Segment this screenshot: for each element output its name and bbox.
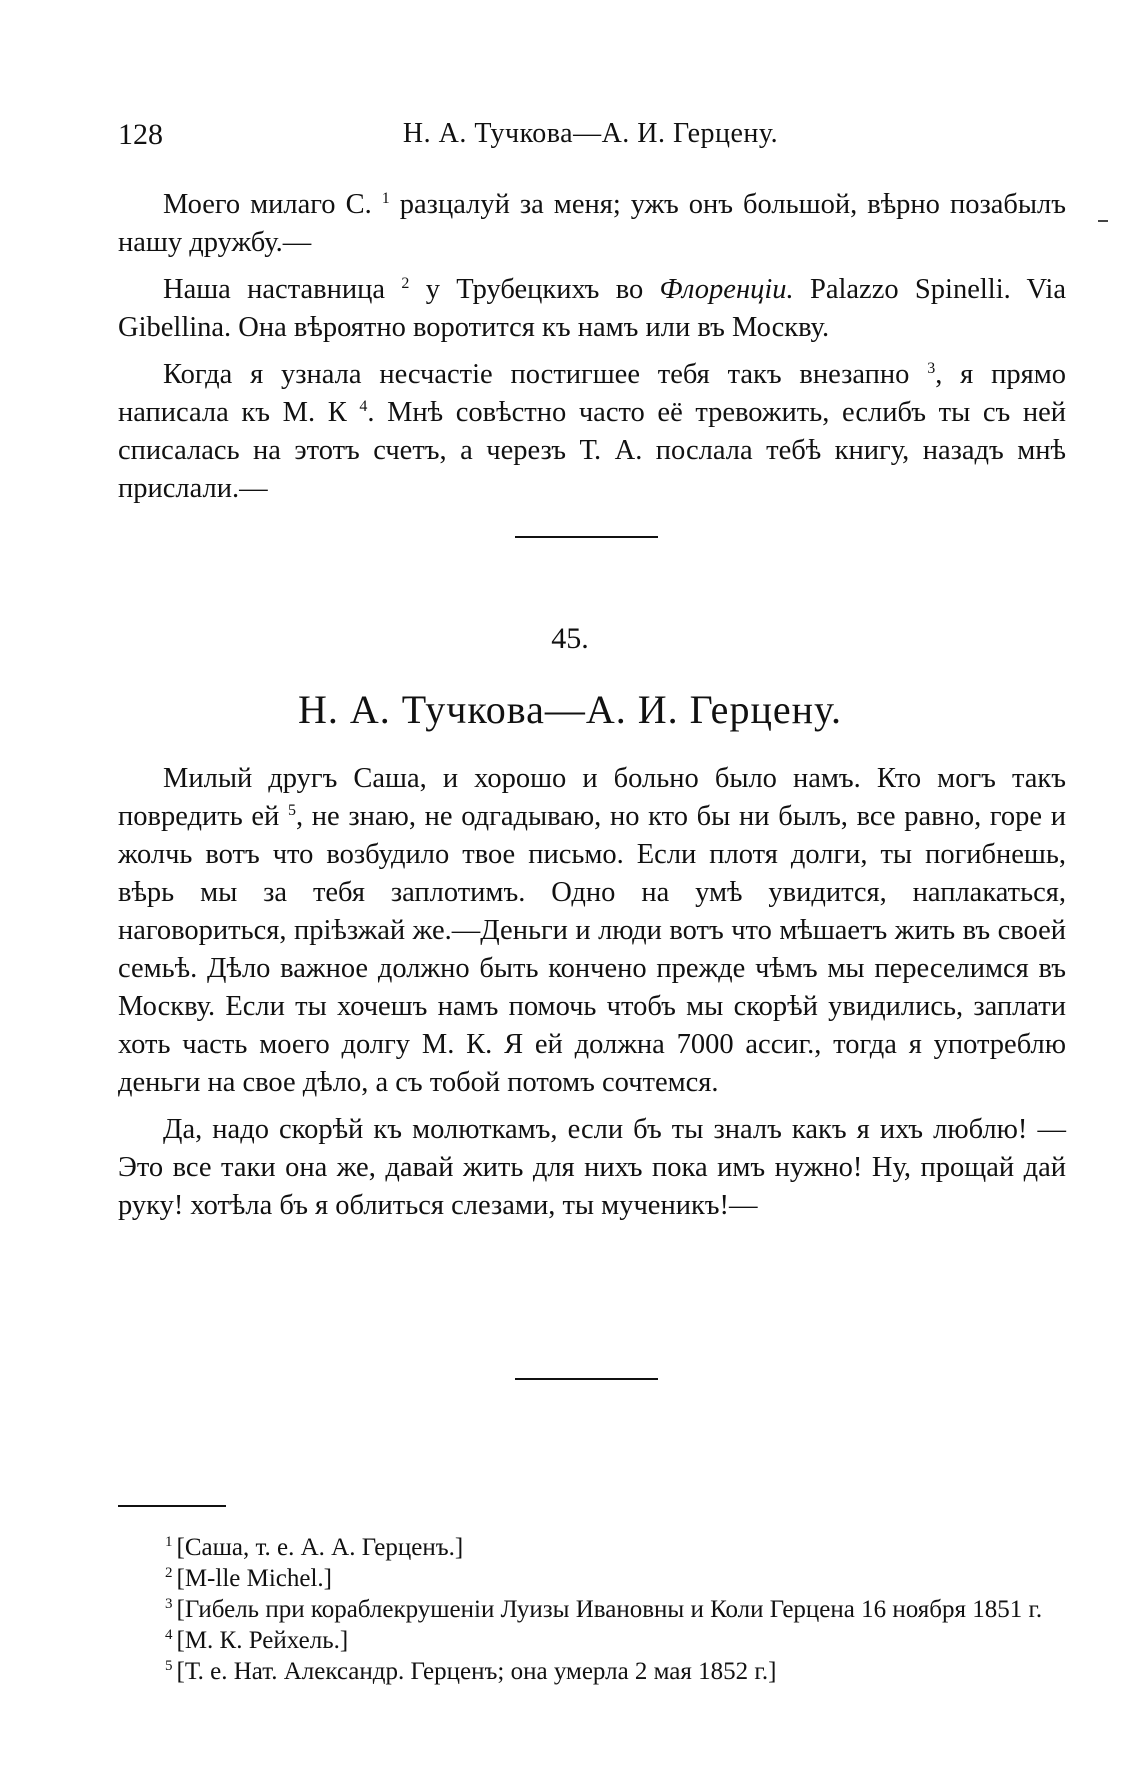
footnote: $^1$ [Саша, т. е. А. А. Герценъ.] — [165, 1534, 464, 1561]
margin-mark — [1098, 220, 1108, 222]
footnote: $^4$ [М. К. Рейхель.] — [165, 1627, 349, 1654]
page-number: 128 — [118, 118, 163, 151]
letter-title: Н. А. Тучкова—А. И. Герцену. — [297, 687, 842, 732]
footnote-ref: 1 — [381, 190, 390, 207]
footnote-ref: 5 — [287, 802, 296, 819]
paragraph: Наша наставница $^2$ у Трубецкихъ во Флоренціи. Palazzo Spinelli. Via Gibellina. Она вѣроятно воротится къ намъ или въ Москву. — [118, 274, 1066, 343]
running-title: Н. А. Тучкова—А. И. Герцену. — [402, 118, 779, 149]
footnote: $^2$ [M-lle Michel.] — [165, 1565, 333, 1592]
footnotes — [118, 1532, 1078, 1687]
paragraph: Моего милаго С. $^1$ разцалуй за меня; ужъ онъ большой, вѣрно позабылъ нашу дружбу.— — [118, 189, 1066, 258]
paragraph: Да, надо скорѣй къ молюткамъ, если бъ ты зналъ какъ я ихъ люблю! — Это все таки она же, давай жить для нихъ пока имъ нужно! Ну, прощай дай руку! хотѣла бъ я облиться слезами, ты мученикъ!— — [118, 1114, 1066, 1221]
letter-number: 45. — [551, 622, 589, 655]
section-divider — [515, 536, 658, 538]
footnote-ref: 3 — [927, 360, 936, 377]
previous-letter-body — [118, 186, 1066, 508]
footnote-ref: 2 — [401, 275, 410, 292]
page-header — [118, 118, 1063, 158]
footnote-separator — [118, 1505, 226, 1507]
paragraph: Милый другъ Саша, и хорошо и больно было намъ. Кто могъ такъ повредить ей $^5$, не знаю, не одгадываю, но кто бы ни былъ, все равно, горе и жолчь вотъ что возбудило твое письмо. Если плотя долги, ты погибнешь, вѣрь мы за тебя заплотимъ. Одно на умѣ увидится, наплакаться, наговориться, пріѣзжай же.—Деньги и люди вотъ что мѣшаетъ жить въ своей семьѣ. Дѣло важное должно быть кончено прежде чѣмъ мы переселимся въ Москву. Если ты хочешъ намъ помочь чтобъ мы скорѣй увидились, заплати хоть часть моего долгу М. К. Я ей должна 7000 ассиг., тогда я употреблю деньги на свое дѣло, а съ тобой потомъ сочтемся. — [118, 763, 1066, 1098]
place-name: Флоренціи. — [659, 274, 794, 305]
section-divider — [515, 1378, 658, 1380]
footnote: $^5$ [Т. е. Нат. Александр. Герценъ; она умерла 2 мая 1852 г.] — [165, 1658, 777, 1685]
footnote: $^3$ [Гибель при кораблекрушеніи Луизы Ивановны и Коли Герцена 16 ноября 1851 г. — [165, 1596, 1043, 1623]
footnote-ref: 4 — [359, 398, 368, 415]
paragraph: Когда я узнала несчастіе постигшее тебя такъ внезапно $^3$, я прямо написала къ М. К $^4$. Мнѣ совѣстно часто её тревожить, еслибъ ты съ ней списалась на этотъ счетъ, а черезъ Т. А. послала тебѣ книгу, назадъ мнѣ прислали.— — [118, 359, 1066, 504]
letter-body — [118, 760, 1066, 1225]
